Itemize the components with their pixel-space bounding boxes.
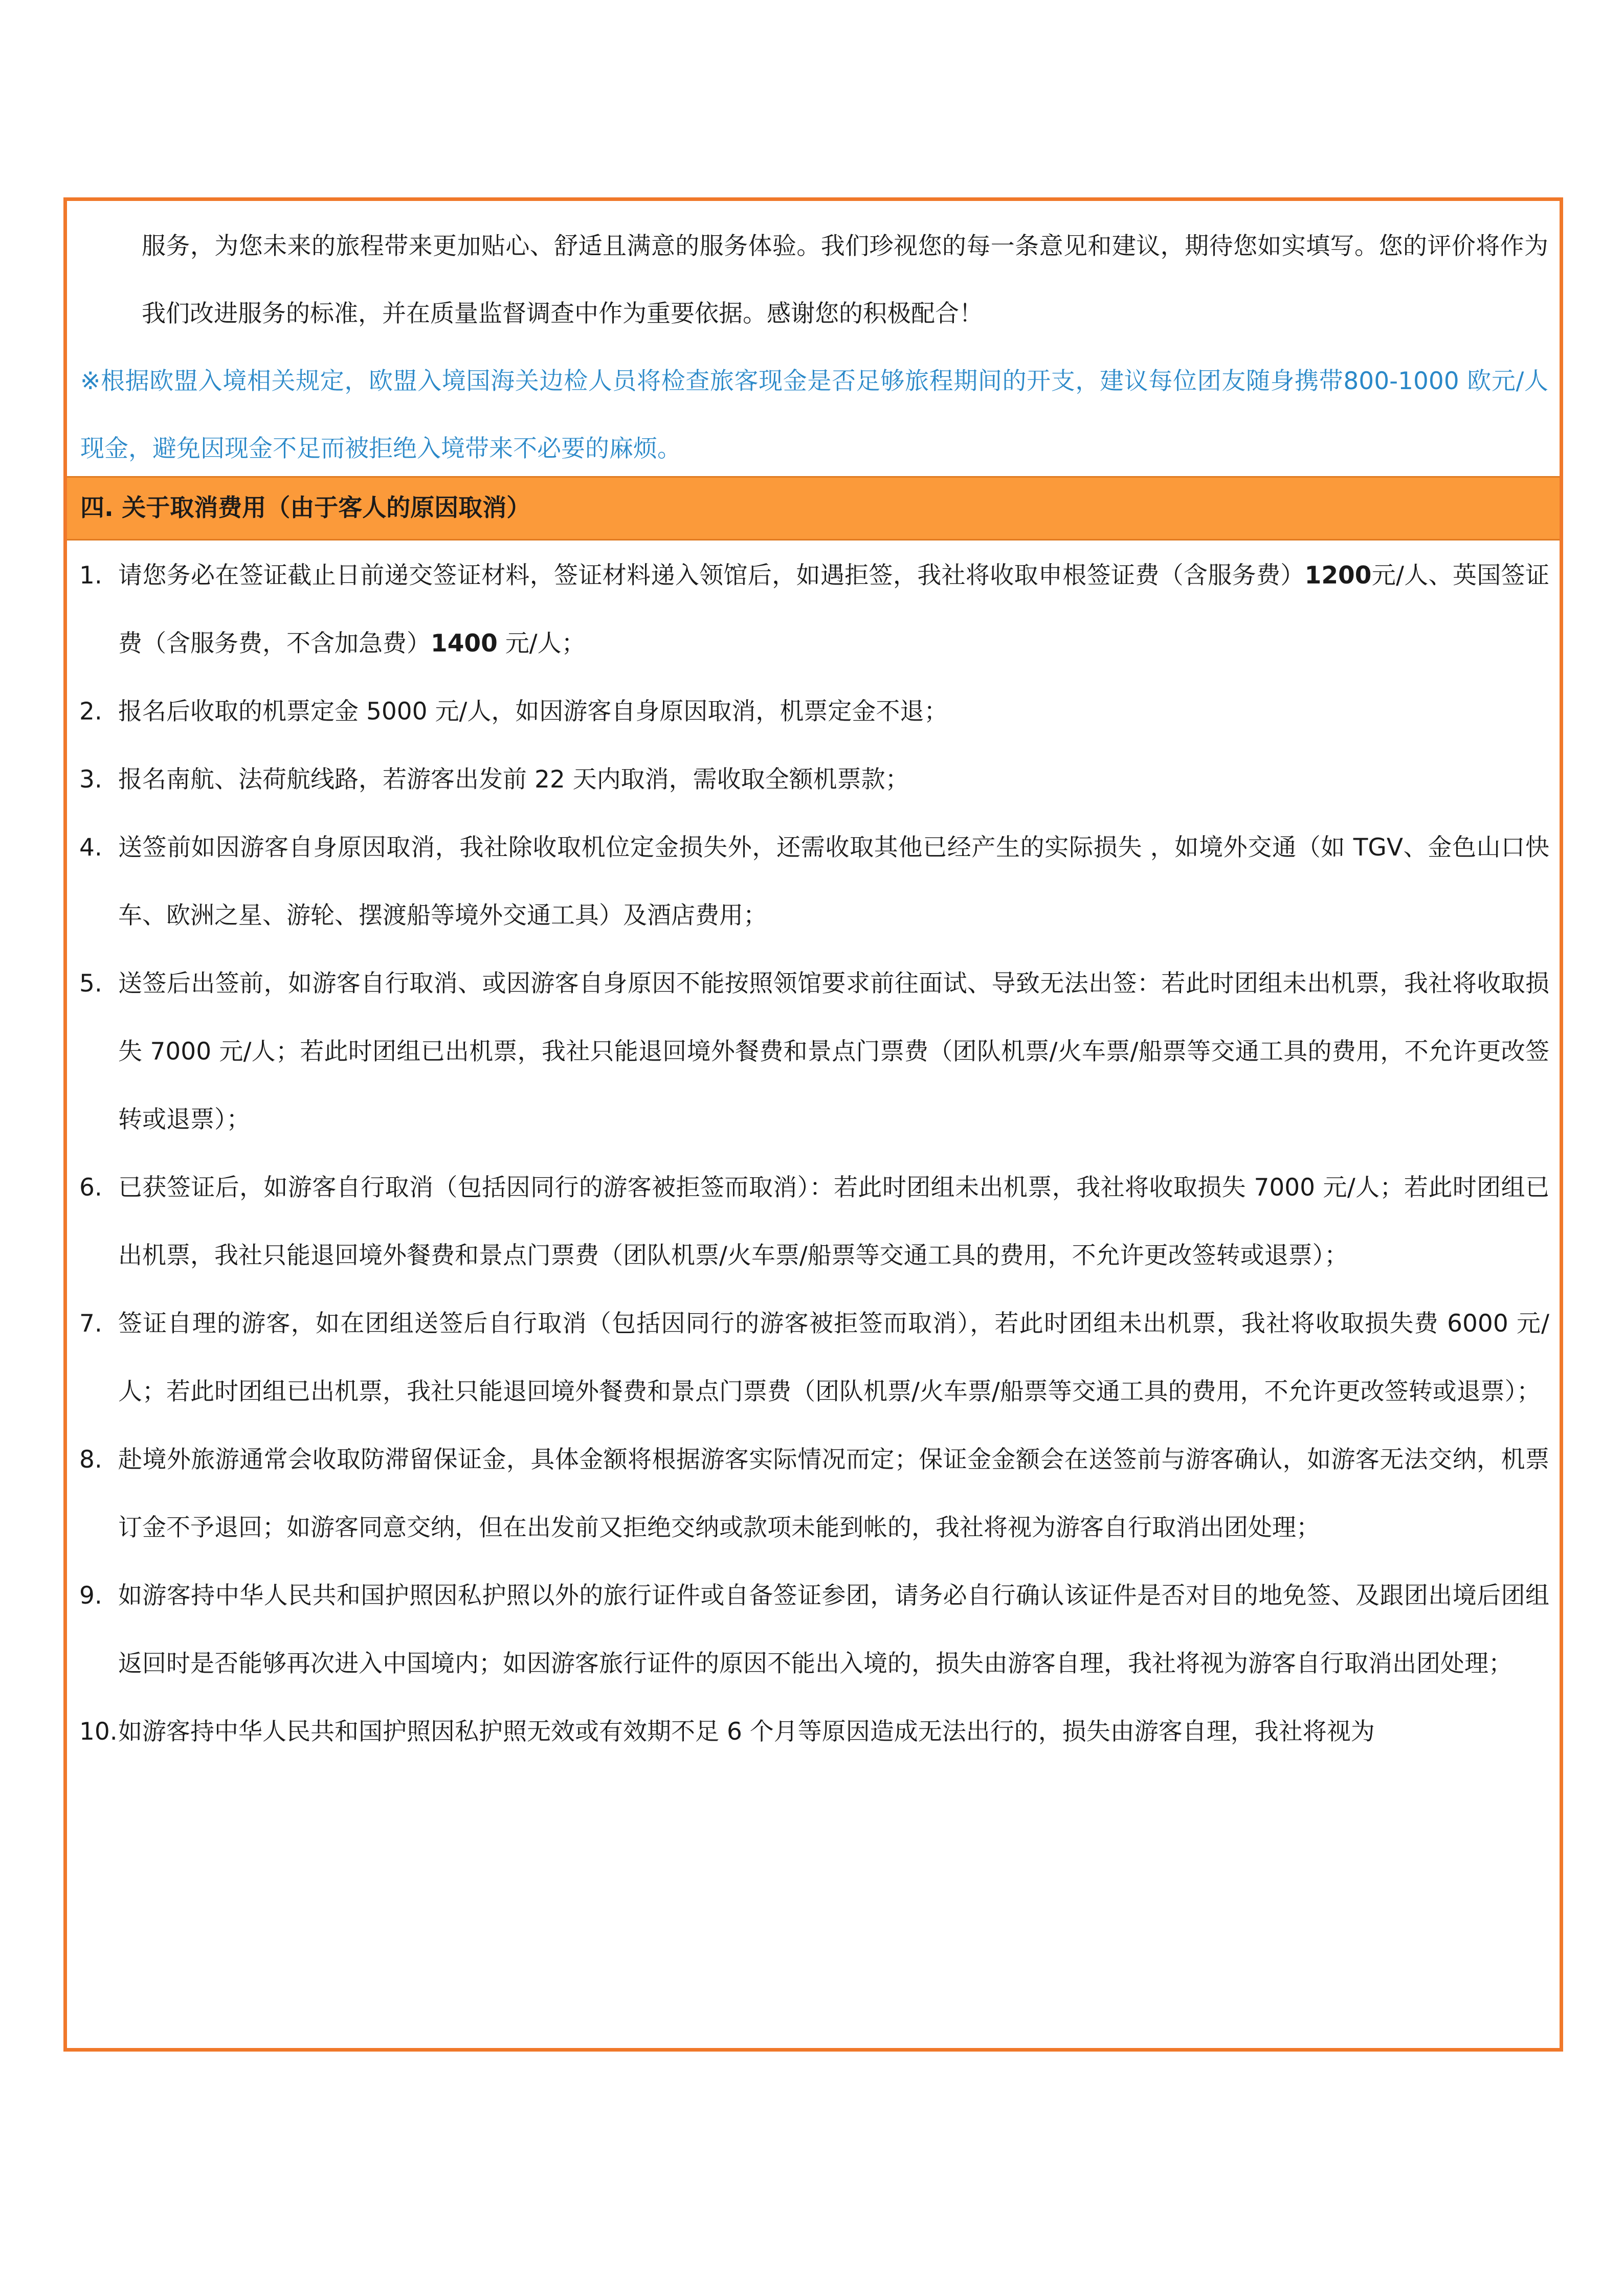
list-item xyxy=(67,1562,1560,1698)
item-number: 2. xyxy=(79,697,102,726)
list-item xyxy=(67,950,1560,1154)
schengen-fee-amount: 1200 xyxy=(1304,561,1372,590)
item-number: 8. xyxy=(79,1446,102,1474)
cash-notice: ※根据欧盟入境相关规定，欧盟入境国海关边检人员将检查旅客现金是否足够旅程期间的开支，建议每位团友随身携带800-1000 欧元/人现金，避免因现金不足而被拒绝入境带来不必要的麻烦。 xyxy=(80,367,1548,463)
item-number: 3. xyxy=(79,766,102,794)
item-text: 如游客持中华人民共和国护照因私护照无效或有效期不足 6 个月等原因造成无法出行的，损失由游客自理，我社将视为 xyxy=(118,1718,1375,1746)
item-text: 签证自理的游客，如在团组送签后自行取消（包括因同行的游客被拒签而取消），若此时团组未出机票，我社将收取损失费 6000 元/人；若此时团组已出机票，我社只能退回境外餐费和景点门票费（团队机票/火车票/船票等交通工具的费用，不允许更改签转或退票）； xyxy=(118,1310,1549,1406)
item-number: 1. xyxy=(79,561,102,590)
item-number: 5. xyxy=(79,970,102,998)
intro-paragraph: 服务，为您未来的旅程带来更加贴心、舒适且满意的服务体验。我们珍视您的每一条意见和建议，期待您如实填写。您的评价将作为我们改进服务的标准，并在质量监督调查中作为重要依据。感谢您的积极配合！ xyxy=(142,232,1548,328)
item-number: 10. xyxy=(79,1718,118,1746)
content-frame xyxy=(63,197,1563,2052)
item-number: 7. xyxy=(79,1310,102,1338)
item-text: 送签前如因游客自身原因取消，我社除收取机位定金损失外，还需收取其他已经产生的实际损失 ，如境外交通（如 TGV、金色山口快车、欧洲之星、游轮、摆渡船等境外交通工具）及酒店费用； xyxy=(118,834,1549,930)
item-text: 赴境外旅游通常会收取防滞留保证金，具体金额将根据游客实际情况而定；保证金金额会在送签前与游客确认，如游客无法交纳，机票订金不予退回；如游客同意交纳，但在出发前又拒绝交纳或款项未能到帐的，我社将视为游客自行取消出团处理； xyxy=(118,1446,1549,1542)
item-text: 报名后收取的机票定金 5000 元/人，如因游客自身原因取消，机票定金不退； xyxy=(118,697,948,726)
section-header: 四. 关于取消费用（由于客人的原因取消） xyxy=(67,476,1560,541)
item-text: 如游客持中华人民共和国护照因私护照以外的旅行证件或自备签证参团，请务必自行确认该证件是否对目的地免签、及跟团出境后团组返回时是否能够再次进入中国境内；如因游客旅行证件的原因不能出入境的，损失由游客自理，我社将视为游客自行取消出团处理； xyxy=(118,1582,1549,1678)
item-text: 报名南航、法荷航线路，若游客出发前 22 天内取消，需收取全额机票款； xyxy=(118,766,909,794)
item-number: 4. xyxy=(79,834,102,862)
list-item xyxy=(67,1426,1560,1562)
list-item xyxy=(67,542,1560,678)
list-item xyxy=(67,1698,1560,1766)
list-item xyxy=(67,814,1560,950)
list-item xyxy=(67,678,1560,746)
item-text: 请您务必在签证截止日前递交签证材料，签证材料递入领馆后，如遇拒签，我社将收取申根签证费（含服务费）1200元/人、英国签证费（含服务费，不含加急费）1400 元/人； xyxy=(118,561,1550,658)
list-item xyxy=(67,1290,1560,1426)
item-number: 6. xyxy=(79,1174,102,1202)
list-item xyxy=(67,1154,1560,1290)
uk-fee-amount: 1400 xyxy=(431,629,498,658)
item-text: 已获签证后，如游客自行取消（包括因同行的游客被拒签而取消）：若此时团组未出机票，我社将收取损失 7000 元/人；若此时团组已出机票，我社只能退回境外餐费和景点门票费（团队机票/火车票/船票等交通工具的费用，不允许更改签转或退票）； xyxy=(118,1174,1549,1270)
cancellation-terms-list xyxy=(67,542,1560,1766)
list-item xyxy=(67,746,1560,814)
item-number: 9. xyxy=(79,1582,102,1610)
item-text: 送签后出签前，如游客自行取消、或因游客自身原因不能按照领馆要求前往面试、导致无法出签：若此时团组未出机票，我社将收取损失 7000 元/人；若此时团组已出机票，我社只能退回境外餐费和景点门票费（团队机票/火车票/船票等交通工具的费用，不允许更改签转或退票）； xyxy=(118,970,1549,1134)
